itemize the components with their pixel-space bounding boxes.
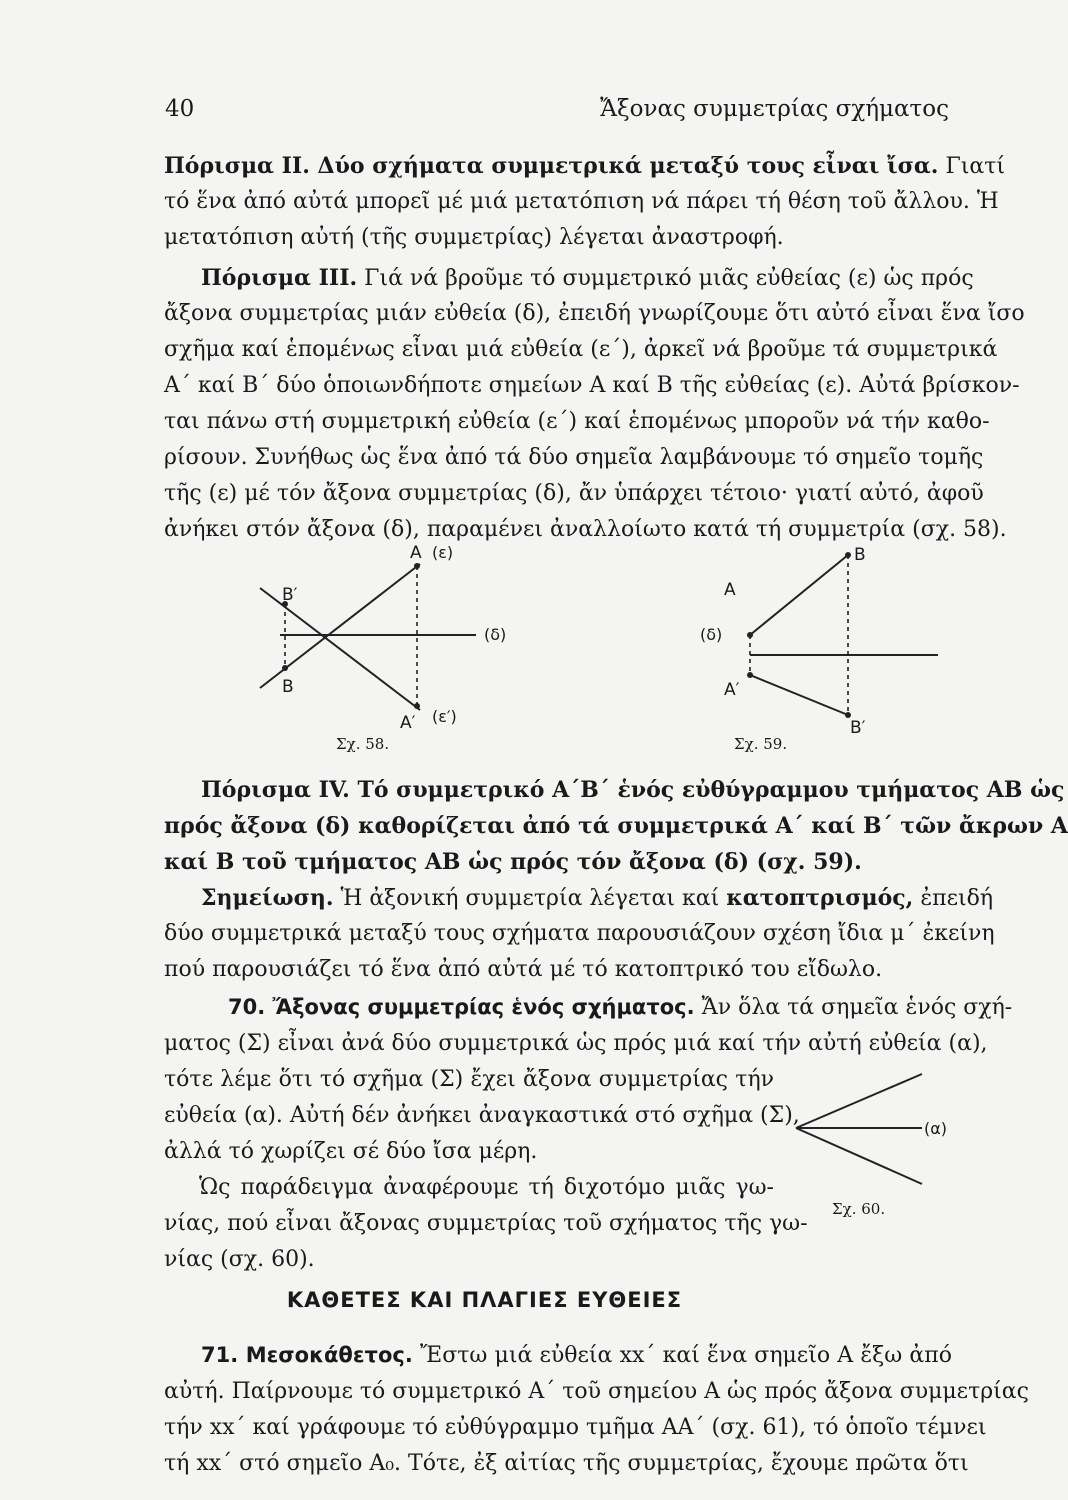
point-a-prime (414, 703, 420, 709)
note-line1-b: ἐπειδή (920, 886, 994, 911)
segment-a-prime-b-prime (750, 675, 848, 715)
section70-line6: Ὡς παράδειγμα ἀναφέρουμε τή διχοτόμο μιᾶς γω- (199, 1175, 774, 1200)
note-term: κατοπτρισμός, (726, 885, 914, 911)
point-b (845, 552, 851, 558)
running-title: Ἄξονας συμμετρίας σχήματος (600, 96, 949, 122)
fig59-caption: Σχ. 59. (734, 735, 788, 753)
note-lead: Σημείωση. (201, 885, 334, 911)
chapter-title: ΚΑΘΕΤΕΣ ΚΑΙ ΠΛΑΓΙΕΣ ΕΥΘΕΙΕΣ (286, 1288, 683, 1312)
fig58-caption: Σχ. 58. (336, 735, 390, 753)
corollary3-line1 (164, 265, 974, 291)
figure-60 (790, 1060, 960, 1220)
label-b-prime: B′ (282, 585, 298, 605)
corollary2-line1-rest: Γιατί (945, 154, 1006, 179)
note-line1-a: Ἡ ἀξονική συμμετρία λέγεται καί (340, 886, 720, 911)
section70-line8: νίας (σχ. 60). (164, 1247, 315, 1272)
section70-line3: τότε λέμε ὅτι τό σχῆμα (Σ) ἔχει ἄξονα συμμετρίας τήν (164, 1067, 774, 1092)
point-a (747, 632, 753, 638)
point-b (282, 665, 288, 671)
section70-line2: ματος (Σ) εἶναι ἀνά δύο συμμετρικά ὡς πρός μιά καί τήν αὐτή εὐθεία (α), (164, 1031, 988, 1056)
corollary4-line3: καί Β τοῦ τμήματος ΑΒ ὡς πρός τόν ἄξονα (δ) (σχ. 59). (164, 849, 862, 875)
label-a-prime: A′ (400, 713, 416, 733)
section71-line1 (201, 1343, 952, 1368)
label-d: (δ) (484, 625, 507, 644)
section71-line3: τήν xx΄ καί γράφουμε τό εὐθύγραμμο τμῆμα ΑΑ΄ (σχ. 61), τό ὁποῖο τέμνει (164, 1415, 987, 1440)
note-line3: πού παρουσιάζει τό ἕνα ἀπό αὐτά μέ τό κατοπτρικό του εἴδωλο. (164, 957, 883, 982)
section71-line4: τή xx΄ στό σημεῖο Α₀. Τότε, ἐξ αἰτίας τῆς συμμετρίας, ἔχουμε πρῶτα ὅτι (164, 1451, 969, 1476)
corollary2-line2: τό ἕνα ἀπό αὐτά μπορεῖ μέ μιά μετατόπιση νά πάρει τή θέση τοῦ ἄλλου. Ἡ (164, 189, 999, 214)
corollary3-line5: ται πάνω στή συμμετρική εὐθεία (ε΄) καί ἑπομένως μποροῦν νά τήν καθο- (164, 409, 990, 434)
note-line2: δύο συμμετρικά μεταξύ τους σχήματα παρουσιάζουν σχέση ἴδια μ΄ ἐκείνη (164, 921, 995, 946)
label-a: A (724, 580, 736, 600)
label-d: (δ) (700, 625, 723, 644)
corollary2-lead: Πόρισμα II. Δύο σχήματα συμμετρικά μεταξύ τους εἶναι ἴσα. (164, 153, 939, 179)
section70-heading: 70. Ἄξονας συμμετρίας ἑνός σχήματος. (228, 995, 695, 1019)
label-e-prime: (ε′) (432, 707, 457, 726)
point-a-prime (747, 672, 753, 678)
label-a: (α) (924, 1119, 948, 1138)
label-b-prime: B′ (850, 718, 866, 738)
corollary3-line4: Α΄ καί Β΄ δύο ὁποιωνδήποτε σημείων Α καί Β τῆς εὐθείας (ε). Αὐτά βρίσκον- (164, 373, 1020, 398)
corollary3-line1-rest: Γιά νά βροῦμε τό συμμετρικό μιᾶς εὐθείας (ε) ὡς πρός (364, 266, 974, 291)
section70-line5: ἀλλά τό χωρίζει σέ δύο ἴσα μέρη. (164, 1139, 538, 1164)
segment-ab (750, 555, 848, 635)
corollary3-line7: τῆς (ε) μέ τόν ἄξονα συμμετρίας (δ), ἄν ὑπάρχει τέτοιο· γιατί αὐτό, ἀφοῦ (164, 481, 984, 506)
section70-line1 (228, 995, 1013, 1020)
label-b: B (282, 677, 294, 697)
corollary3-line3: σχῆμα καί ἑπομένως εἶναι μιά εὐθεία (ε΄), ἀρκεῖ νά βροῦμε τά συμμετρικά (164, 337, 998, 362)
corollary3-line2: ἄξονα συμμετρίας μιάν εὐθεία (δ), ἐπειδή γνωρίζουμε ὅτι αὐτό εἶναι ἕνα ἴσο (164, 301, 1025, 326)
section70-line1-rest: Ἄν ὅλα τά σημεῖα ἑνός σχή- (701, 995, 1013, 1020)
label-b: B (854, 545, 866, 565)
angle-side-lower (796, 1128, 922, 1184)
point-a (414, 563, 420, 569)
section71-line2: αὐτή. Παίρνουμε τό συμμετρικό Α΄ τοῦ σημείου Α ὡς πρός ἄξονα συμμετρίας (164, 1379, 1029, 1404)
section70-line7: νίας, πού εἶναι ἄξονας συμμετρίας τοῦ σχήματος τῆς γω- (164, 1211, 808, 1236)
section71-heading: 71. Μεσοκάθετος. (201, 1343, 413, 1367)
label-a: A (410, 543, 422, 563)
angle-side-upper (796, 1074, 922, 1128)
corollary2-line3: μετατόπιση αὐτή (τῆς συμμετρίας) λέγεται ἀναστροφή. (164, 225, 784, 250)
corollary3-line8: ἀνήκει στόν ἄξονα (δ), παραμένει ἀναλλοίωτο κατά τή συμμετρία (σχ. 58). (164, 517, 1007, 542)
corollary4-line2: πρός ἄξονα (δ) καθορίζεται ἀπό τά συμμετρικά Α΄ καί Β΄ τῶν ἄκρων Α (164, 813, 1068, 839)
figure-59 (690, 540, 960, 760)
label-e: (ε) (432, 543, 454, 562)
corollary4-line1: Πόρισμα IV. Τό συμμετρικό Α΄Β΄ ἑνός εὐθύγραμμου τμήματος ΑΒ ὡς (201, 777, 1065, 803)
figure-58 (240, 540, 540, 760)
fig60-caption: Σχ. 60. (832, 1200, 886, 1218)
corollary2-line1 (164, 153, 1006, 179)
corollary3-line6: ρίσουν. Συνήθως ὡς ἕνα ἀπό τά δύο σημεῖα λαμβάνουμε τό σημεῖο τομῆς (164, 445, 984, 470)
corollary3-lead: Πόρισμα III. (201, 265, 358, 291)
note-line1 (201, 885, 994, 911)
section70-line4: εὐθεία (α). Αὐτή δέν ἀνήκει ἀναγκαστικά στό σχῆμα (Σ), (164, 1103, 800, 1128)
section71-line1-rest: Ἔστω μιά εὐθεία xx΄ καί ἕνα σημεῖο Α ἔξω ἀπό (420, 1343, 952, 1368)
label-a-prime: A′ (724, 680, 740, 700)
page-number: 40 (165, 96, 195, 122)
